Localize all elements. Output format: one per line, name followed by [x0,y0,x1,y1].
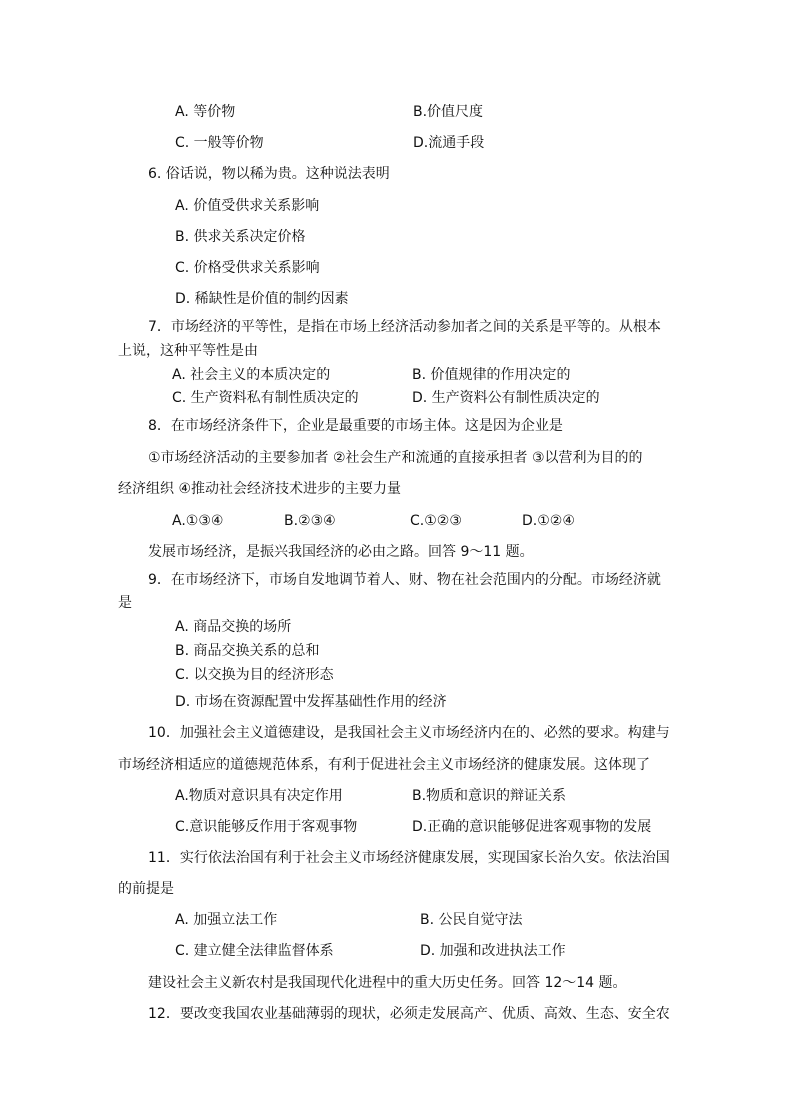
q12-stem-line1: 12．要改变我国农业基础薄弱的现状，必须走发展高产、优质、高效、生态、安全农 [148,1006,670,1022]
q8-option-a: A.①③④ [172,513,224,529]
q11-option-d: D. 加强和改进执法工作 [420,943,566,959]
q8-option-c: C.①②③ [410,513,462,529]
q5-option-b: B.价值尺度 [413,104,484,120]
q7-option-d: D. 生产资料公有制性质决定的 [412,390,600,406]
q10-stem-line1: 10．加强社会主义道德建设，是我国社会主义市场经济内在的、必然的要求。构建与 [148,725,670,741]
q7-option-b: B. 价值规律的作用决定的 [412,367,571,383]
q8-items-line2: 经济组织 ④推动社会经济技术进步的主要力量 [118,481,401,497]
q6-option-d: D. 稀缺性是价值的制约因素 [175,291,349,307]
q11-option-a: A. 加强立法工作 [175,912,278,928]
q9-option-b: B. 商品交换关系的总和 [175,643,320,659]
q10-option-d: D.正确的意识能够促进客观事物的发展 [412,819,652,835]
q11-option-b: B. 公民自觉守法 [420,912,523,928]
q5-option-a: A. 等价物 [175,104,236,120]
q7-stem-line1: 7．市场经济的平等性，是指在市场上经济活动参加者之间的关系是平等的。从根本 [148,319,661,335]
q5-option-c: C. 一般等价物 [175,135,264,151]
q10-option-c: C.意识能够反作用于客观事物 [175,819,358,835]
q11-stem-line2: 的前提是 [118,881,174,897]
q10-option-a: A.物质对意识具有决定作用 [175,788,343,804]
q8-option-d: D.①②④ [522,513,575,529]
q11-stem-line1: 11．实行依法治国有利于社会主义市场经济健康发展，实现国家长治久安。依法治国 [148,850,670,866]
intro-12-14: 建设社会主义新农村是我国现代化进程中的重大历史任务。回答 12～14 题。 [148,975,627,991]
q8-option-b: B.②③④ [284,513,336,529]
q6-stem: 6. 俗话说，物以稀为贵。这种说法表明 [148,166,390,182]
q11-option-c: C. 建立健全法律监督体系 [175,943,334,959]
q8-stem: 8．在市场经济条件下，企业是最重要的市场主体。这是因为企业是 [148,418,563,434]
q6-option-b: B. 供求关系决定价格 [175,229,306,245]
q7-option-c: C. 生产资料私有制性质决定的 [172,390,359,406]
q9-option-d: D. 市场在资源配置中发挥基础性作用的经济 [175,694,447,710]
q9-option-a: A. 商品交换的场所 [175,619,292,635]
q7-stem-line2: 上说，这种平等性是由 [118,343,258,359]
q5-option-d: D.流通手段 [413,135,485,151]
q9-stem-line2: 是 [118,595,132,611]
q9-option-c: C. 以交换为目的经济形态 [175,667,334,683]
q8-items-line1: ①市场经济活动的主要参加者 ②社会生产和流通的直接承担者 ③以营利为目的的 [148,450,643,466]
q7-option-a: A. 社会主义的本质决定的 [172,367,331,383]
q10-stem-line2: 市场经济相适应的道德规范体系，有利于促进社会主义市场经济的健康发展。这体现了 [118,757,650,773]
q6-option-c: C. 价格受供求关系影响 [175,260,320,276]
q9-stem-line1: 9．在市场经济下，市场自发地调节着人、财、物在社会范围内的分配。市场经济就 [148,572,661,588]
q10-option-b: B.物质和意识的辩证关系 [412,788,567,804]
q6-option-a: A. 价值受供求关系影响 [175,198,320,214]
intro-9-11: 发展市场经济，是振兴我国经济的必由之路。回答 9～11 题。 [148,544,534,560]
